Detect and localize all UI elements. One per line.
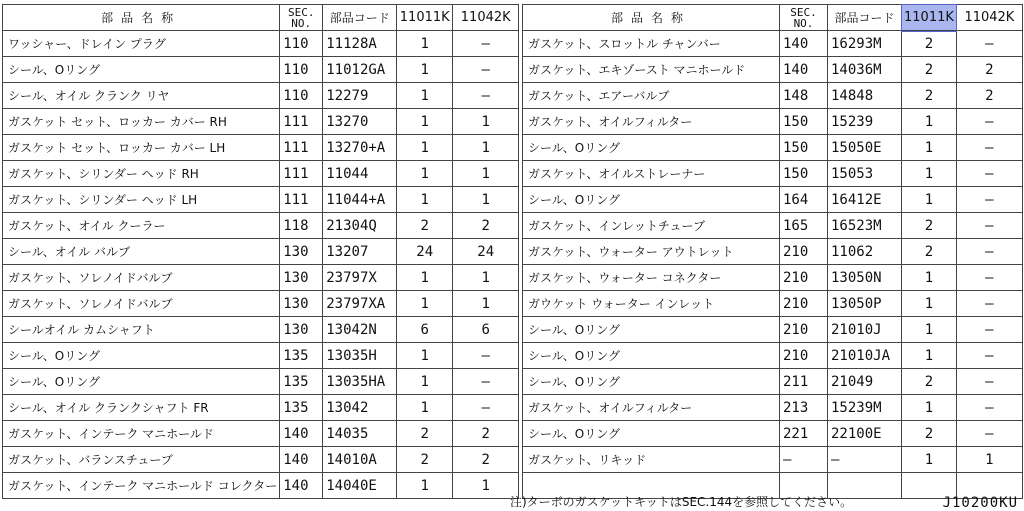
part-name-cell: ガスケット、ソレノイドバルブ xyxy=(3,265,280,291)
qty-11042k-cell: – xyxy=(956,109,1022,135)
sec-no-cell: 213 xyxy=(780,395,828,421)
part-code-cell: 13042 xyxy=(323,395,397,421)
qty-11011k-cell: 1 xyxy=(902,317,957,343)
part-name-cell: シール、オイル クランク リヤ xyxy=(3,83,280,109)
qty-11042k-cell: 2 xyxy=(956,83,1022,109)
qty-11011k-cell: 1 xyxy=(397,135,453,161)
table-header-row xyxy=(3,5,519,31)
qty-11042k-cell: – xyxy=(453,83,519,109)
sec-no-cell: 165 xyxy=(780,213,828,239)
qty-11011k-cell: 2 xyxy=(902,369,957,395)
header-no: NO. xyxy=(793,16,814,30)
part-code-cell: 11044+A xyxy=(323,187,397,213)
qty-11011k-cell: 1 xyxy=(397,109,453,135)
table-row xyxy=(523,31,1023,57)
qty-11011k-cell: 1 xyxy=(902,447,957,473)
part-code-cell: 21010J xyxy=(828,317,902,343)
table-row xyxy=(3,109,519,135)
part-name-cell: ガスケット、シリンダー ヘッド LH xyxy=(3,187,280,213)
table-row xyxy=(523,421,1023,447)
part-name-cell: ガスケット セット、ロッカー カバー RH xyxy=(3,109,280,135)
sec-no-cell: 140 xyxy=(280,447,323,473)
table-row xyxy=(3,369,519,395)
table-row xyxy=(523,265,1023,291)
table-row xyxy=(523,343,1023,369)
header-part-code: 部品コード xyxy=(828,5,902,31)
qty-11042k-cell: – xyxy=(956,343,1022,369)
part-code-cell: 15239 xyxy=(828,109,902,135)
table-row xyxy=(523,57,1023,83)
sec-no-cell: 111 xyxy=(280,161,323,187)
part-code-cell: 21049 xyxy=(828,369,902,395)
table-row xyxy=(523,317,1023,343)
part-code-cell: 14040E xyxy=(323,473,397,499)
qty-11042k-cell: 1 xyxy=(453,135,519,161)
sec-no-cell: 111 xyxy=(280,135,323,161)
table-row xyxy=(523,109,1023,135)
qty-11011k-cell: 1 xyxy=(397,291,453,317)
qty-11042k-cell: – xyxy=(453,31,519,57)
part-code-cell: 13050N xyxy=(828,265,902,291)
part-name-cell: ガスケット、インテーク マニホールド xyxy=(3,421,280,447)
sec-no-cell: 150 xyxy=(780,135,828,161)
sec-no-cell: 140 xyxy=(780,57,828,83)
part-code-cell: 14848 xyxy=(828,83,902,109)
part-code-cell: 16523M xyxy=(828,213,902,239)
part-code-cell: 11128A xyxy=(323,31,397,57)
sec-no-cell: – xyxy=(780,447,828,473)
part-name-cell: ガスケット、インレットチューブ xyxy=(523,213,780,239)
qty-11011k-cell: 6 xyxy=(397,317,453,343)
sec-no-cell: 221 xyxy=(780,421,828,447)
table-row xyxy=(3,31,519,57)
qty-11042k-cell: 1 xyxy=(453,473,519,499)
qty-11042k-cell: – xyxy=(956,161,1022,187)
sec-no-cell: 140 xyxy=(280,473,323,499)
part-name-cell: シール、Oリング xyxy=(523,343,780,369)
table-row xyxy=(3,265,519,291)
qty-11011k-cell: 1 xyxy=(397,343,453,369)
part-name-cell: シール、オイル バルブ xyxy=(3,239,280,265)
parts-table-left xyxy=(2,4,519,499)
sec-no-cell: 148 xyxy=(780,83,828,109)
qty-11011k-cell: 2 xyxy=(902,31,957,57)
qty-11011k-cell: 1 xyxy=(902,135,957,161)
qty-11042k-cell: – xyxy=(956,317,1022,343)
qty-11042k-cell: – xyxy=(956,135,1022,161)
qty-11011k-cell: 1 xyxy=(397,31,453,57)
parts-table-left-body xyxy=(3,31,519,499)
sec-no-cell: 135 xyxy=(280,395,323,421)
footer-note: 注)ターボのガスケットキットはSEC.144を参照してください。 xyxy=(510,495,853,509)
table-row xyxy=(3,317,519,343)
part-name-cell: ガスケット、リキッド xyxy=(523,447,780,473)
part-name-cell: シール、Oリング xyxy=(523,135,780,161)
header-sec-no xyxy=(280,5,323,31)
header-no: NO. xyxy=(291,16,312,30)
qty-11011k-cell: 2 xyxy=(397,421,453,447)
part-name-cell: ガスケット、ウォーター コネクター xyxy=(523,265,780,291)
qty-11011k-cell: 2 xyxy=(902,239,957,265)
header-part-name: 部品名称 xyxy=(523,5,780,31)
table-row xyxy=(3,395,519,421)
sec-no-cell: 111 xyxy=(280,187,323,213)
sec-no-cell: 130 xyxy=(280,317,323,343)
qty-11042k-cell: 2 xyxy=(453,447,519,473)
qty-11011k-cell: 2 xyxy=(902,83,957,109)
table-row xyxy=(523,395,1023,421)
qty-11011k-cell: 2 xyxy=(397,447,453,473)
part-code-cell: 15239M xyxy=(828,395,902,421)
table-row xyxy=(523,291,1023,317)
header-sec: SEC. xyxy=(287,5,315,19)
part-name-cell: ガスケット、ウォーター アウトレット xyxy=(523,239,780,265)
sec-no-cell: 130 xyxy=(280,265,323,291)
qty-11042k-cell: 1 xyxy=(453,161,519,187)
qty-11042k-cell: – xyxy=(956,395,1022,421)
part-name-cell: ガスケット、オイルフィルター xyxy=(523,395,780,421)
sec-no-cell: 210 xyxy=(780,265,828,291)
sec-no-cell: 110 xyxy=(280,83,323,109)
qty-11011k-cell: 1 xyxy=(902,343,957,369)
table-row xyxy=(3,239,519,265)
qty-11011k-cell: 1 xyxy=(397,83,453,109)
part-name-cell: ワッシャー、ドレイン プラグ xyxy=(3,31,280,57)
qty-11042k-cell: – xyxy=(956,31,1022,57)
table-row xyxy=(523,213,1023,239)
qty-11011k-cell: 1 xyxy=(902,187,957,213)
part-code-cell: – xyxy=(828,447,902,473)
sec-no-cell: 150 xyxy=(780,161,828,187)
header-model-11011k: 11011K xyxy=(397,5,453,31)
part-code-cell: 15053 xyxy=(828,161,902,187)
qty-11042k-cell: – xyxy=(956,187,1022,213)
part-name-cell: ガスケット、インテーク マニホールド コレクター xyxy=(3,473,280,499)
part-name-cell: ガスケット、オイル クーラー xyxy=(3,213,280,239)
part-name-cell: シール、Oリング xyxy=(523,187,780,213)
parts-table-right-body xyxy=(523,31,1023,499)
qty-11042k-cell: – xyxy=(956,239,1022,265)
part-name-cell: シール、Oリング xyxy=(523,421,780,447)
qty-11042k-cell: 1 xyxy=(453,109,519,135)
sec-no-cell: 210 xyxy=(780,343,828,369)
table-row xyxy=(3,161,519,187)
sec-no-cell: 110 xyxy=(280,57,323,83)
part-code-cell: 13035H xyxy=(323,343,397,369)
qty-11042k-cell: – xyxy=(453,369,519,395)
qty-11042k-cell: 1 xyxy=(956,447,1022,473)
qty-11011k-cell: 24 xyxy=(397,239,453,265)
sec-no-cell: 210 xyxy=(780,317,828,343)
qty-11011k-cell: 1 xyxy=(902,265,957,291)
qty-11011k-cell: 2 xyxy=(397,213,453,239)
part-code-cell: 14035 xyxy=(323,421,397,447)
qty-11011k-cell: 1 xyxy=(397,369,453,395)
part-code-cell: 13035HA xyxy=(323,369,397,395)
header-model-11042k: 11042K xyxy=(956,5,1022,31)
qty-11011k-cell: 1 xyxy=(902,291,957,317)
header-model-11042k: 11042K xyxy=(453,5,519,31)
sec-no-cell: 130 xyxy=(280,291,323,317)
part-name-cell: ガスケット、スロットル チャンバー xyxy=(523,31,780,57)
qty-11042k-cell: – xyxy=(956,369,1022,395)
qty-11042k-cell: – xyxy=(956,291,1022,317)
part-name-cell: ガスケット、オイルストレーナー xyxy=(523,161,780,187)
part-code-cell: 23797X xyxy=(323,265,397,291)
part-code-cell: 13050P xyxy=(828,291,902,317)
sec-no-cell: 118 xyxy=(280,213,323,239)
part-code-cell: 16412E xyxy=(828,187,902,213)
sec-no-cell: 110 xyxy=(280,31,323,57)
part-code-cell: 11012GA xyxy=(323,57,397,83)
part-name-cell: ガスケット、シリンダー ヘッド RH xyxy=(3,161,280,187)
qty-11042k-cell: 6 xyxy=(453,317,519,343)
table-row xyxy=(523,161,1023,187)
sec-no-cell: 130 xyxy=(280,239,323,265)
part-name-cell: ガスケット、バランスチューブ xyxy=(3,447,280,473)
qty-11011k-cell: 1 xyxy=(902,109,957,135)
part-code-cell: 13270+A xyxy=(323,135,397,161)
qty-11011k-cell: 1 xyxy=(397,395,453,421)
part-code-cell: 12279 xyxy=(323,83,397,109)
qty-11042k-cell: 2 xyxy=(453,213,519,239)
sec-no-cell: 111 xyxy=(280,109,323,135)
part-code-cell: 16293M xyxy=(828,31,902,57)
qty-11011k-cell: 1 xyxy=(397,161,453,187)
table-row xyxy=(3,57,519,83)
table-divider xyxy=(518,4,519,490)
qty-11042k-cell: – xyxy=(956,265,1022,291)
header-part-name: 部品名称 xyxy=(3,5,280,31)
sec-no-cell: 211 xyxy=(780,369,828,395)
qty-11042k-cell: 1 xyxy=(453,265,519,291)
sec-no-cell: 140 xyxy=(280,421,323,447)
part-code-cell: 11062 xyxy=(828,239,902,265)
part-code-cell: 21304Q xyxy=(323,213,397,239)
qty-11011k-cell: 1 xyxy=(397,473,453,499)
part-code-cell: 23797XA xyxy=(323,291,397,317)
part-name-cell: ガスケット、エアーバルブ xyxy=(523,83,780,109)
table-row xyxy=(523,447,1023,473)
table-row xyxy=(3,343,519,369)
qty-11011k-cell: 1 xyxy=(902,395,957,421)
part-name-cell: シール、Oリング xyxy=(523,317,780,343)
table-row xyxy=(3,447,519,473)
table-row xyxy=(523,135,1023,161)
qty-11011k-cell: 2 xyxy=(902,421,957,447)
qty-11042k-cell: 24 xyxy=(453,239,519,265)
qty-11042k-cell: 2 xyxy=(956,57,1022,83)
part-name-cell: シールオイル カムシャフト xyxy=(3,317,280,343)
qty-11042k-cell: – xyxy=(956,421,1022,447)
part-code-cell: 13042N xyxy=(323,317,397,343)
part-name-cell: ガスケット、オイルフィルター xyxy=(523,109,780,135)
part-code-cell: 13207 xyxy=(323,239,397,265)
part-code-cell: 15050E xyxy=(828,135,902,161)
sec-no-cell: 210 xyxy=(780,291,828,317)
part-code-cell: 22100E xyxy=(828,421,902,447)
qty-11042k-cell: – xyxy=(956,213,1022,239)
part-name-cell: シール、オイル クランクシャフト FR xyxy=(3,395,280,421)
part-name-cell: ガスケット セット、ロッカー カバー LH xyxy=(3,135,280,161)
sec-no-cell: 210 xyxy=(780,239,828,265)
qty-11042k-cell: 1 xyxy=(453,187,519,213)
part-name-cell: ガウケット ウォーター インレット xyxy=(523,291,780,317)
qty-11042k-cell: – xyxy=(453,57,519,83)
table-row xyxy=(3,187,519,213)
part-code-cell: 14010A xyxy=(323,447,397,473)
parts-table-right xyxy=(522,4,1023,499)
table-row xyxy=(3,421,519,447)
part-code-cell: 21010JA xyxy=(828,343,902,369)
table-header-row xyxy=(523,5,1023,31)
sec-no-cell: 150 xyxy=(780,109,828,135)
qty-11042k-cell: 1 xyxy=(453,291,519,317)
header-sec: SEC. xyxy=(790,5,817,19)
sec-no-cell: 140 xyxy=(780,31,828,57)
part-name-cell: シール、Oリング xyxy=(3,369,280,395)
part-name-cell: ガスケット、エキゾースト マニホールド xyxy=(523,57,780,83)
part-code-cell: 11044 xyxy=(323,161,397,187)
header-sec-no xyxy=(780,5,828,31)
qty-11042k-cell: 2 xyxy=(453,421,519,447)
qty-11011k-cell: 2 xyxy=(902,57,957,83)
qty-11011k-cell: 1 xyxy=(397,265,453,291)
sec-no-cell: 135 xyxy=(280,343,323,369)
table-row xyxy=(523,187,1023,213)
part-name-cell: シール、Oリング xyxy=(3,57,280,83)
qty-11042k-cell: – xyxy=(453,343,519,369)
table-row xyxy=(3,83,519,109)
qty-11011k-cell: 1 xyxy=(397,57,453,83)
table-row xyxy=(3,135,519,161)
sec-no-cell: 164 xyxy=(780,187,828,213)
table-row xyxy=(3,473,519,499)
drawing-reference-code: J10200KU xyxy=(942,495,1018,511)
table-row xyxy=(523,83,1023,109)
qty-11011k-cell: 1 xyxy=(397,187,453,213)
header-model-11011k-selected[interactable]: 11011K xyxy=(902,5,957,31)
header-part-code: 部品コード xyxy=(323,5,397,31)
table-row xyxy=(523,369,1023,395)
part-code-cell: 14036M xyxy=(828,57,902,83)
part-name-cell: シール、Oリング xyxy=(523,369,780,395)
table-row xyxy=(523,239,1023,265)
qty-11042k-cell: – xyxy=(453,395,519,421)
table-row xyxy=(3,213,519,239)
part-name-cell: シール、Oリング xyxy=(3,343,280,369)
part-name-cell: ガスケット、ソレノイドバルブ xyxy=(3,291,280,317)
part-code-cell: 13270 xyxy=(323,109,397,135)
qty-11011k-cell: 2 xyxy=(902,213,957,239)
table-row xyxy=(3,291,519,317)
sec-no-cell: 135 xyxy=(280,369,323,395)
qty-11011k-cell: 1 xyxy=(902,161,957,187)
